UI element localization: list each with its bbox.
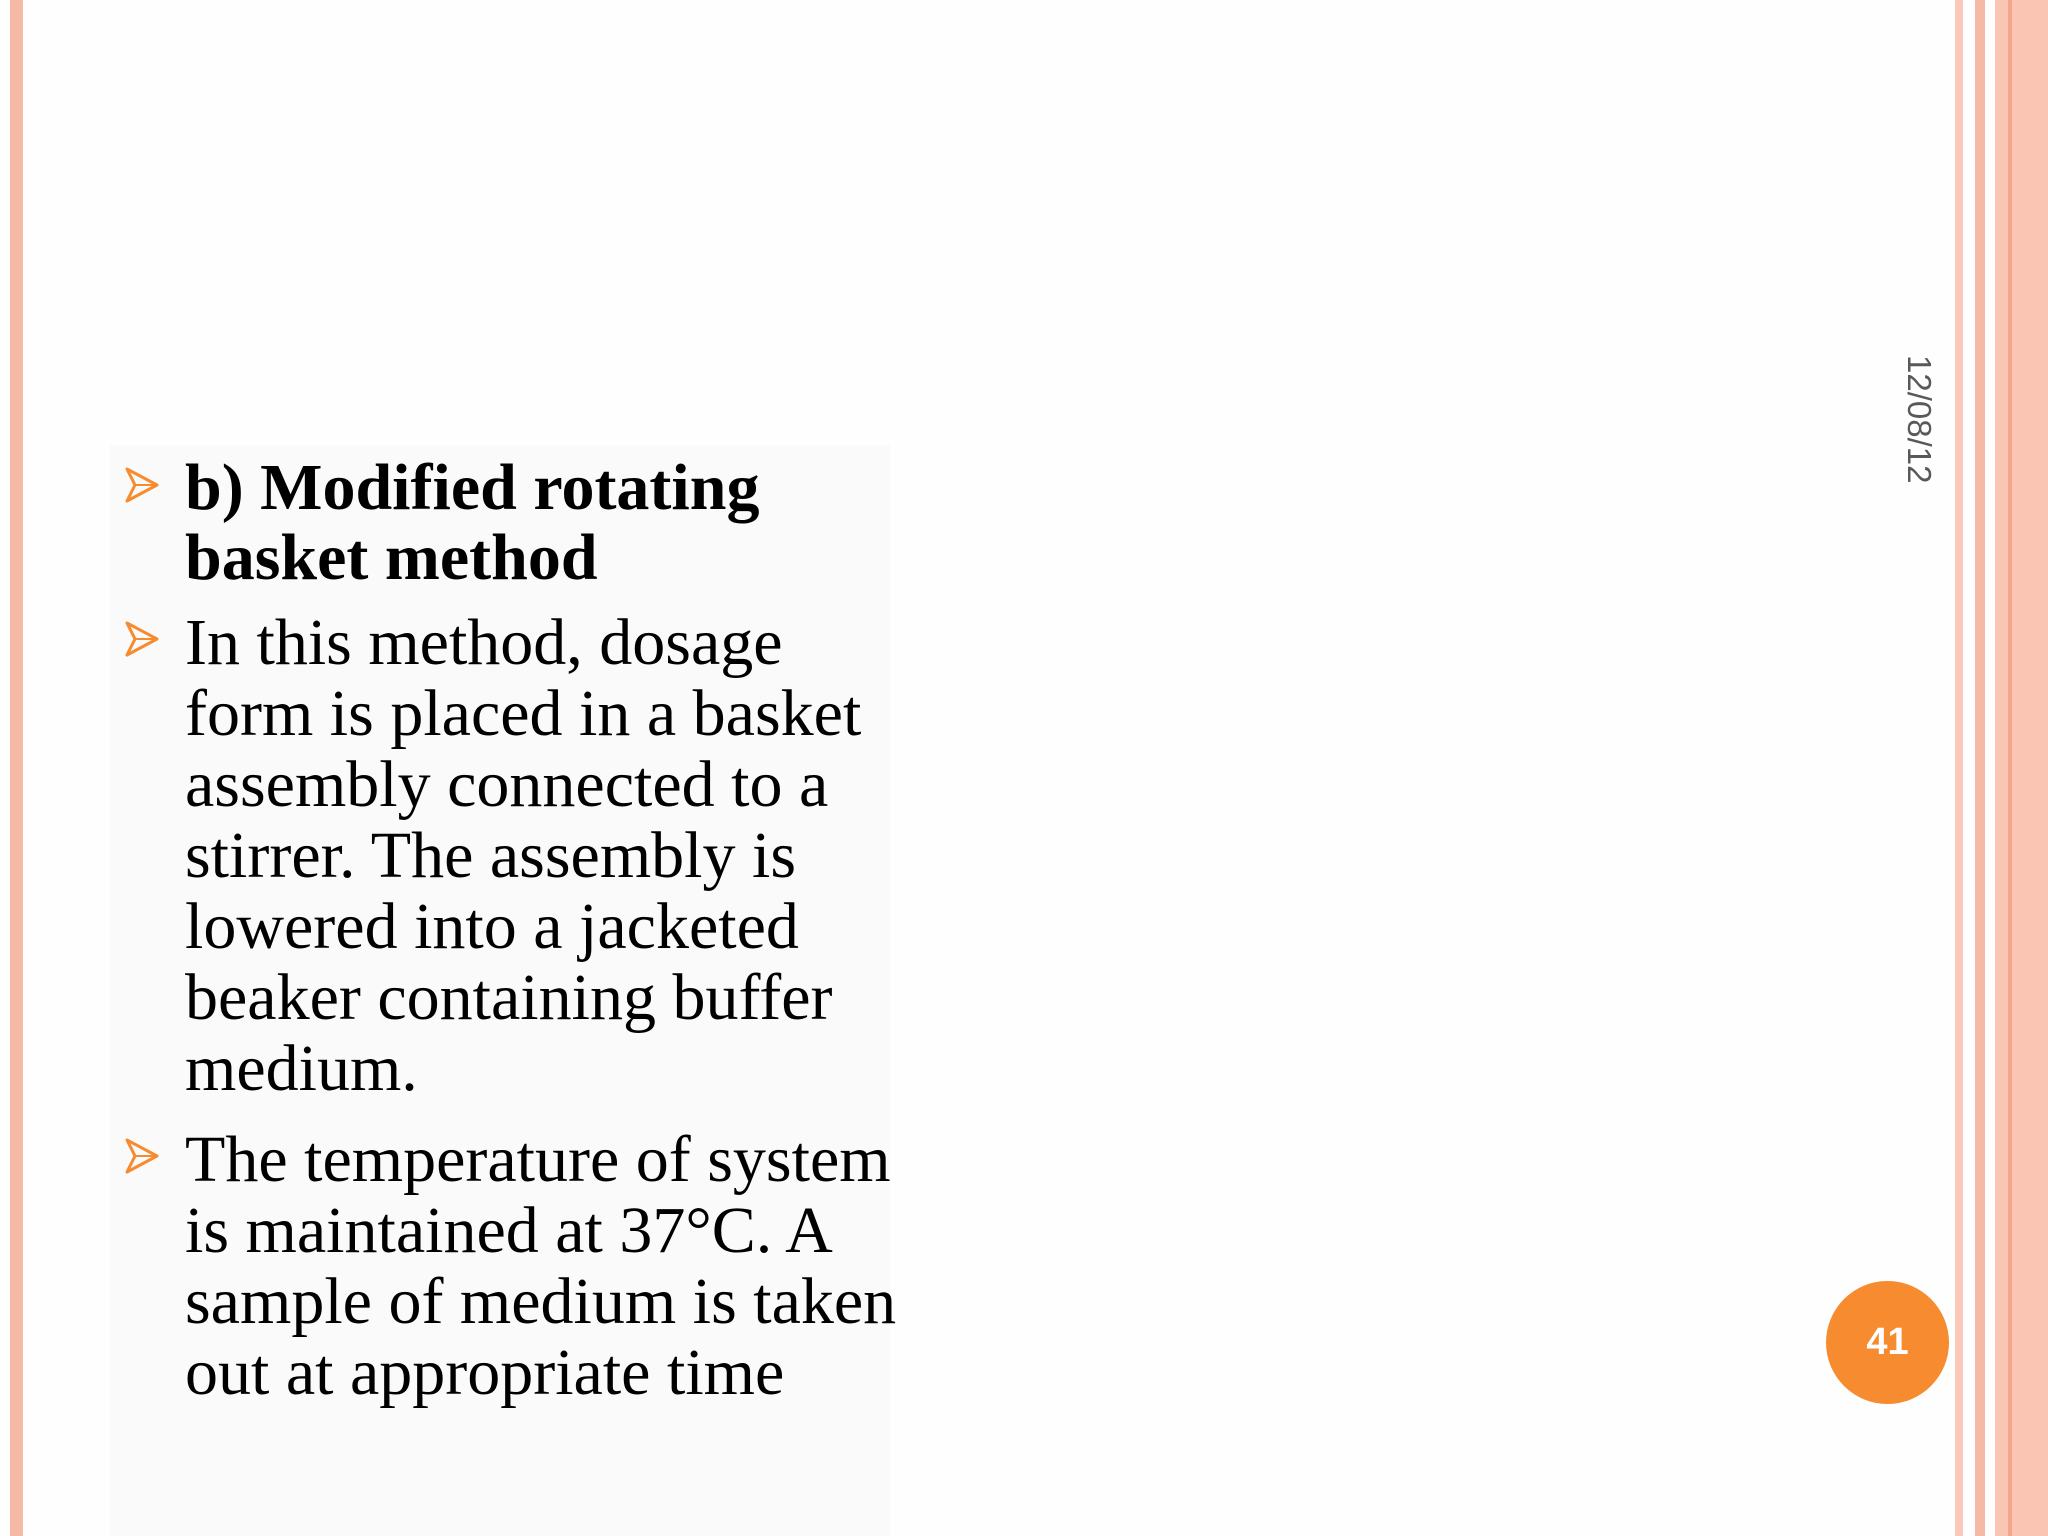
- right-border-band: [1995, 0, 2048, 1536]
- bullet-item: [125, 1124, 925, 1408]
- bullet-text: In this method, dosage form is placed in a basket assembly connected to a stirrer. The assembly is lowered into a jacketed beaker containing buffer medium.: [185, 606, 862, 1105]
- page-number-badge: [1826, 1281, 1949, 1404]
- right-border-line: [2008, 0, 2012, 1536]
- bullet-item-heading: [125, 453, 925, 593]
- right-border-stripe: [1955, 0, 1963, 1536]
- arrow-bullet-icon: [125, 619, 159, 659]
- bullet-item: [125, 607, 925, 1104]
- page-number: 41: [1866, 1321, 1909, 1363]
- bullet-text: The temperature of system is maintained at 37°C. A sample of medium is taken out at appropriate time: [185, 1123, 897, 1409]
- slide-date: [1900, 355, 1940, 495]
- arrow-bullet-icon: [125, 1136, 159, 1176]
- right-border-stripe: [1975, 0, 1985, 1536]
- bullet-list: [125, 453, 925, 1428]
- date-text: 12/08/12: [1901, 355, 1938, 484]
- left-border-stripe: [10, 0, 23, 1536]
- bullet-text: b) Modified rotating basket method: [185, 451, 760, 594]
- arrow-bullet-icon: [125, 465, 159, 505]
